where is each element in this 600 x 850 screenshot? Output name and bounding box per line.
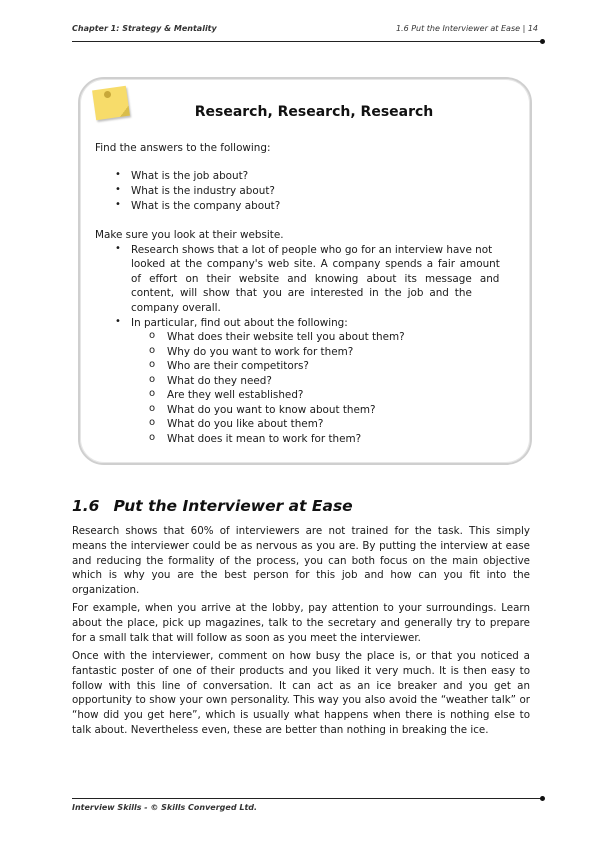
footer-divider	[72, 798, 542, 799]
research-line: content, will show that you are interested in the job and the	[131, 287, 472, 299]
footer-divider-dot	[540, 796, 545, 801]
sub-item: What does it mean to work for them?	[167, 433, 362, 445]
sub-item: Are they well established?	[167, 389, 304, 401]
question-item: What is the company about?	[131, 200, 281, 212]
circle-bullet-icon: o	[149, 330, 156, 341]
bullet-icon: •	[115, 316, 121, 327]
section-heading	[72, 497, 353, 515]
circle-bullet-icon: o	[149, 388, 156, 399]
circle-bullet-icon: o	[149, 374, 156, 385]
circle-bullet-icon: o	[149, 403, 156, 414]
bullet-icon: •	[115, 243, 121, 254]
sub-item: What do they need?	[167, 375, 272, 387]
section-page-number: 1.6 Put the Interviewer at Ease | 14	[395, 24, 538, 33]
body-paragraph: For example, when you arrive at the lobby, pay attention to your surroundings. Learn about the place, pick up magazines, talk to the secretary and generally try to prepare for a small talk that will follow as soon as you meet the interviewer.	[72, 602, 530, 644]
section-number: 1.6	[72, 497, 100, 515]
circle-bullet-icon: o	[149, 359, 156, 370]
box-title: Research, Research, Research	[194, 104, 434, 120]
research-line: looked at the company's web site. A company spends a fair amount	[131, 258, 500, 270]
body-paragraph: Once with the interviewer, comment on how busy the place is, or that you noticed a fantastic poster of one of their products and you liked it very much. It is then easy to follow with this line of conversation. It can act as an ice breaker and you get an opportunity to show your own personality. This way you also avoid the “weather talk” or “how did you get here”, which is usually what happens when there is nothing else to talk about. Nevertheless even, these are better than nothing in breaking the ice.	[72, 650, 530, 736]
research-line: company overall.	[131, 302, 221, 314]
bullet-icon: •	[115, 199, 121, 210]
sub-item: Why do you want to work for them?	[167, 346, 354, 358]
website-intro: Make sure you look at their website.	[95, 229, 284, 241]
sub-item: Who are their competitors?	[167, 360, 309, 372]
research-line: of effort on their website and knowing about its message and	[131, 273, 500, 285]
footer-copyright: Interview Skills - © Skills Converged Ltd.	[72, 803, 258, 812]
header-divider-dot	[540, 39, 545, 44]
sub-item: What do you like about them?	[167, 418, 324, 430]
chapter-title: Chapter 1: Strategy & Mentality	[72, 24, 217, 33]
body-paragraph: Research shows that 60% of interviewers are not trained for the task. This simply means the interviewer could be as nervous as you are. By putting the interview at ease and reducing the formality of the process, you can both focus on the main objective which is why you are the best person for this job and how can you fit into the organization.	[72, 525, 530, 597]
sub-item: What does their website tell you about them?	[167, 331, 405, 343]
circle-bullet-icon: o	[149, 432, 156, 443]
circle-bullet-icon: o	[149, 345, 156, 356]
bullet-icon: •	[115, 169, 121, 180]
pin-icon	[104, 91, 111, 98]
section-title-text: Put the Interviewer at Ease	[113, 497, 353, 515]
particular-intro: In particular, find out about the following:	[131, 317, 348, 329]
question-item: What is the job about?	[131, 170, 249, 182]
circle-bullet-icon: o	[149, 417, 156, 428]
box-intro: Find the answers to the following:	[95, 142, 271, 154]
bullet-icon: •	[115, 184, 121, 195]
header-divider	[72, 41, 542, 42]
research-line: Research shows that a lot of people who go for an interview have not	[131, 244, 493, 256]
question-item: What is the industry about?	[131, 185, 275, 197]
sub-item: What do you want to know about them?	[167, 404, 376, 416]
